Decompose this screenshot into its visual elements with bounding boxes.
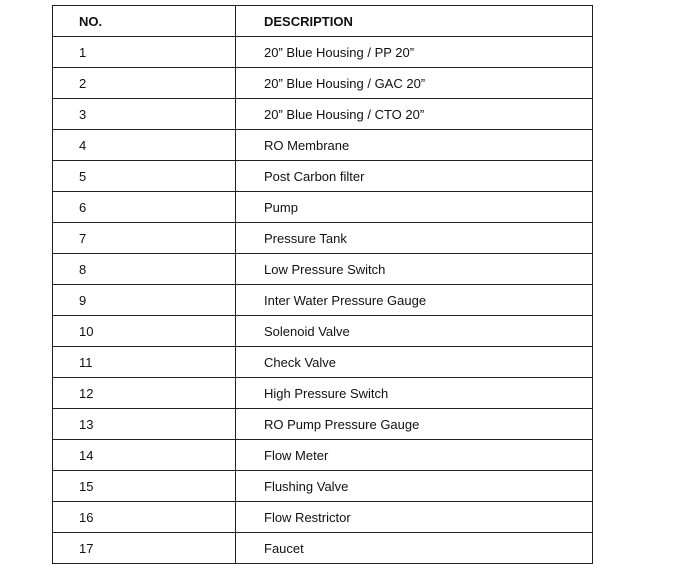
row-number: 9	[53, 285, 236, 316]
row-description: Flow Meter	[236, 440, 593, 471]
table-row	[53, 99, 593, 130]
table-row	[53, 440, 593, 471]
row-number: 12	[53, 378, 236, 409]
row-description: RO Membrane	[236, 130, 593, 161]
row-number: 5	[53, 161, 236, 192]
row-number: 16	[53, 502, 236, 533]
row-description: Flushing Valve	[236, 471, 593, 502]
table-row	[53, 192, 593, 223]
row-description: 20” Blue Housing / CTO 20”	[236, 99, 593, 130]
row-number: 10	[53, 316, 236, 347]
table-row	[53, 502, 593, 533]
row-number: 6	[53, 192, 236, 223]
row-description: High Pressure Switch	[236, 378, 593, 409]
row-number: 3	[53, 99, 236, 130]
row-description: Pressure Tank	[236, 223, 593, 254]
table-body	[53, 37, 593, 564]
row-number: 17	[53, 533, 236, 564]
table-row	[53, 130, 593, 161]
table-row	[53, 223, 593, 254]
row-number: 2	[53, 68, 236, 99]
header-no: NO.	[53, 6, 236, 37]
table-row	[53, 37, 593, 68]
row-number: 1	[53, 37, 236, 68]
table-row	[53, 68, 593, 99]
row-description: Low Pressure Switch	[236, 254, 593, 285]
row-description: Pump	[236, 192, 593, 223]
row-number: 7	[53, 223, 236, 254]
table-row	[53, 161, 593, 192]
row-description: Check Valve	[236, 347, 593, 378]
row-description: Inter Water Pressure Gauge	[236, 285, 593, 316]
table-row	[53, 378, 593, 409]
row-number: 8	[53, 254, 236, 285]
table-row	[53, 533, 593, 564]
table-header	[53, 6, 593, 37]
row-number: 15	[53, 471, 236, 502]
table-row	[53, 254, 593, 285]
header-row	[53, 6, 593, 37]
row-description: Post Carbon filter	[236, 161, 593, 192]
parts-table	[52, 5, 593, 564]
row-description: 20” Blue Housing / GAC 20”	[236, 68, 593, 99]
row-description: 20” Blue Housing / PP 20”	[236, 37, 593, 68]
row-number: 13	[53, 409, 236, 440]
row-description: RO Pump Pressure Gauge	[236, 409, 593, 440]
row-description: Faucet	[236, 533, 593, 564]
row-number: 14	[53, 440, 236, 471]
table-row	[53, 347, 593, 378]
row-description: Solenoid Valve	[236, 316, 593, 347]
row-number: 11	[53, 347, 236, 378]
row-number: 4	[53, 130, 236, 161]
row-description: Flow Restrictor	[236, 502, 593, 533]
table-row	[53, 409, 593, 440]
table-row	[53, 471, 593, 502]
table-row	[53, 285, 593, 316]
table-row	[53, 316, 593, 347]
header-description: DESCRIPTION	[236, 6, 593, 37]
